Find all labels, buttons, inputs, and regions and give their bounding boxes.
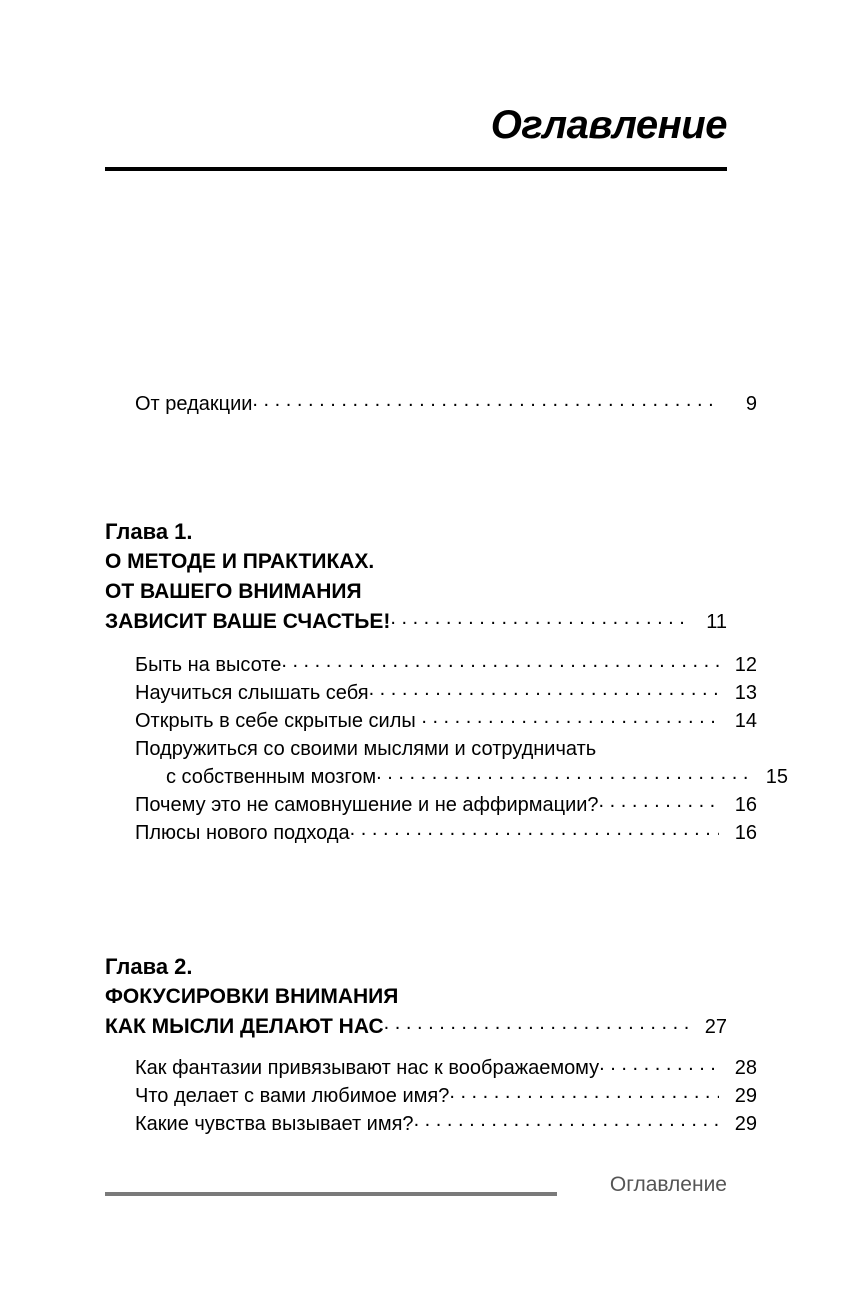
toc-entry-page: 16 — [734, 822, 757, 844]
toc-entry[interactable] — [105, 651, 757, 679]
chapter-heading-2[interactable] — [105, 952, 727, 1042]
toc-entry-label: Подружиться со своими мыслями и сотрудничать — [135, 738, 597, 760]
toc-entry-page: 13 — [734, 682, 757, 704]
toc-entry-page: 29 — [734, 1085, 757, 1107]
toc-entry-label: Как фантазии привязывают нас к воображаемому — [135, 1057, 600, 1079]
toc-entry-page: 15 — [765, 766, 788, 788]
dot-leader — [369, 679, 719, 699]
toc-entry-page: 14 — [734, 710, 757, 732]
dot-leader — [599, 1054, 719, 1074]
toc-entry-page: 29 — [734, 1113, 757, 1135]
toc-entry-page: 9 — [745, 393, 757, 415]
dot-leader — [350, 819, 719, 839]
toc-entry-label: Научиться слышать себя — [135, 682, 369, 704]
toc-entry-label: Быть на высоте — [135, 654, 282, 676]
dot-leader — [599, 791, 719, 811]
toc-entry-label: От редакции — [135, 393, 253, 415]
dot-leader — [252, 390, 719, 410]
dot-leader — [449, 1082, 719, 1102]
toc-entry-wrapped-first-line[interactable] — [105, 735, 757, 763]
toc-entry-page: 28 — [734, 1057, 757, 1079]
chapter-heading-1[interactable] — [105, 517, 727, 637]
chapter-page: 27 — [704, 1016, 727, 1038]
toc-entry-label: Что делает с вами любимое имя? — [135, 1085, 450, 1107]
toc-entry[interactable] — [105, 1082, 757, 1110]
chapter-title-line: О МЕТОДЕ И ПРАКТИКАХ. — [105, 550, 375, 573]
chapter-title-line: ОТ ВАШЕГО ВНИМАНИЯ — [105, 580, 362, 603]
chapter-2-entries — [105, 1054, 757, 1138]
page-title: Оглавление — [490, 103, 727, 147]
toc-entry-front-0[interactable] — [105, 390, 757, 418]
toc-entry-label: Какие чувства вызывает имя? — [135, 1113, 414, 1135]
toc-entry[interactable] — [105, 791, 757, 819]
toc-entry[interactable] — [105, 679, 757, 707]
dot-leader — [414, 1110, 719, 1130]
dot-leader — [596, 735, 719, 755]
toc-entry[interactable] — [105, 707, 757, 735]
chapter-number: Глава 2. — [105, 954, 193, 979]
chapter-title-line: ЗАВИСИТ ВАШЕ СЧАСТЬЕ! — [105, 610, 391, 633]
chapter-title-line: ФОКУСИРОВКИ ВНИМАНИЯ — [105, 985, 399, 1008]
header-divider — [105, 167, 727, 171]
chapter-title-last-row[interactable] — [105, 1012, 727, 1042]
chapter-title-line: КАК МЫСЛИ ДЕЛАЮТ НАС — [105, 1015, 384, 1038]
toc-entry-label-continued: с собственным мозгом — [166, 766, 377, 788]
toc-entry-page: 12 — [734, 654, 757, 676]
toc-entry[interactable] — [105, 1054, 757, 1082]
toc-entry-wrapped-second-line[interactable] — [105, 763, 788, 791]
dot-leader — [281, 651, 719, 671]
dot-leader — [421, 707, 719, 727]
toc-entry-page: 16 — [734, 794, 757, 816]
chapter-title-last-row[interactable] — [105, 607, 727, 637]
toc-entry-label: Открыть в себе скрытые силы — [135, 710, 422, 732]
chapter-page: 11 — [706, 611, 727, 633]
front-matter-group — [105, 390, 757, 418]
toc-entry[interactable] — [105, 819, 757, 847]
toc-entry-label: Плюсы нового подхода — [135, 822, 350, 844]
dot-leader — [376, 763, 750, 783]
toc-entry-label: Почему это не самовнушение и не аффирмации? — [135, 794, 599, 816]
dot-leader — [390, 607, 689, 628]
chapter-number: Глава 1. — [105, 519, 193, 544]
chapter-1-entries — [105, 651, 788, 847]
dot-leader — [384, 1012, 689, 1033]
footer-running-head: Оглавление — [609, 1173, 727, 1196]
toc-entry[interactable] — [105, 1110, 757, 1138]
